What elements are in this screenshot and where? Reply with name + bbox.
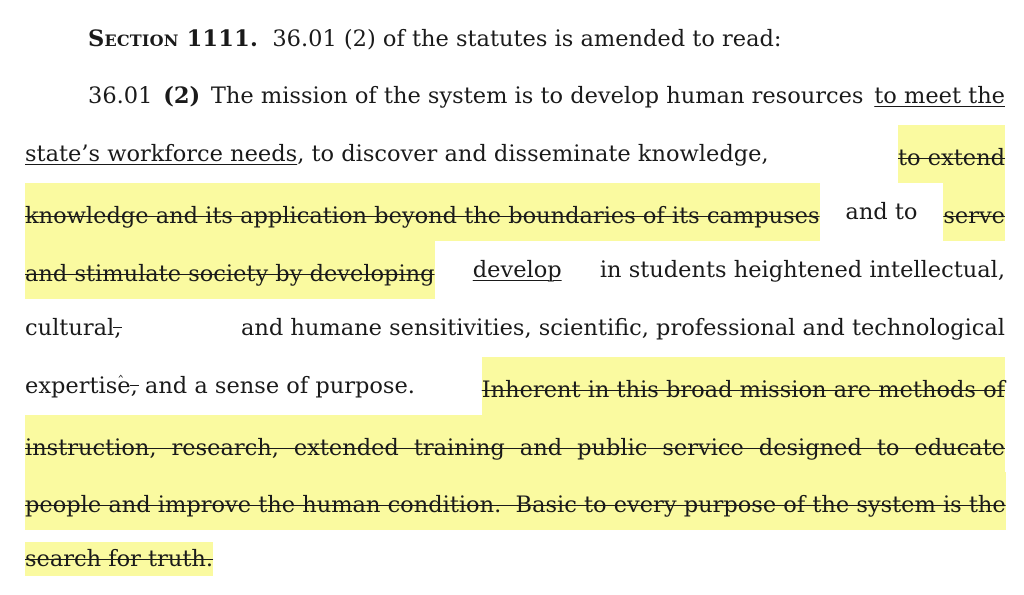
text-segment: , to discover and disseminate knowledge, (297, 141, 769, 167)
deleted-highlighted-text: to extend (898, 125, 1005, 183)
text-segment: expertise (25, 373, 131, 399)
paragraph-line-7 (25, 415, 1005, 473)
section-heading-text: 36.01 (2) of the statutes is amended to read: (272, 26, 782, 52)
inserted-text: to meet the (874, 83, 1005, 109)
inserted-text: state’s workforce needs (25, 141, 298, 167)
paragraph-line-4 (25, 241, 1005, 299)
deleted-highlighted-text: people and improve the human condition. Basic to every purpose of the system is the (25, 472, 1006, 530)
deleted-comma: , (114, 315, 122, 341)
section-label: Section 1111. (88, 26, 259, 52)
deleted-highlighted-text: search for truth. (25, 542, 213, 576)
deleted-comma: , (130, 373, 138, 399)
text-segment: and a sense of purpose. (144, 373, 415, 399)
paragraph-line-1 (88, 67, 1005, 125)
paragraph-line-5 (25, 299, 1005, 357)
text-segment: cultural (25, 315, 115, 341)
section-heading-line (88, 10, 1005, 68)
paragraph-line-6 (25, 357, 1005, 415)
text-segment: and to (845, 199, 918, 225)
paragraph-line-9 (25, 530, 1005, 588)
paragraph-line-8 (25, 472, 1005, 530)
paragraph-line-2 (25, 125, 1005, 183)
text-segment: in students heightened intellectual, (599, 257, 1005, 283)
statute-number: 36.01 (88, 83, 153, 109)
deleted-highlighted-text: instruction, research, extended training and public service designed to educate (25, 415, 1005, 473)
paragraph-line-3 (25, 183, 1005, 241)
deleted-highlighted-text: serve (943, 183, 1005, 241)
text-segment: The mission of the system is to develop human resources (210, 83, 864, 109)
text-segment: and humane sensitivities, scientific, professional and technological (240, 315, 1005, 341)
subsection-number: (2) (163, 83, 201, 109)
deleted-highlighted-text: Inherent in this broad mission are methods of (482, 357, 1005, 415)
deleted-highlighted-text: knowledge and its application beyond the boundaries of its campuses (25, 183, 820, 241)
inserted-text: develop (472, 257, 562, 283)
deleted-highlighted-text: and stimulate society by developing (25, 241, 435, 299)
